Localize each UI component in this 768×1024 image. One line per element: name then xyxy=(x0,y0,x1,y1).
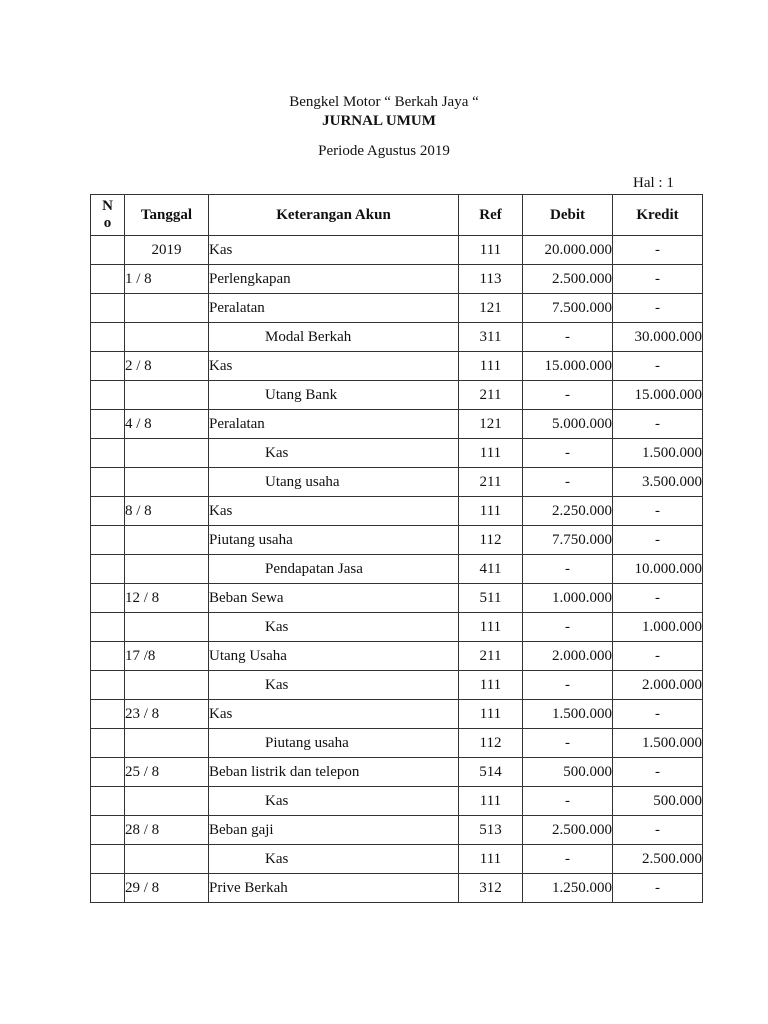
table-row xyxy=(91,671,703,700)
cell-credit: - xyxy=(613,642,703,671)
table-row xyxy=(91,555,703,584)
cell-date xyxy=(125,526,209,555)
cell-no xyxy=(91,787,125,816)
cell-account: Utang usaha xyxy=(209,468,459,497)
cell-debit: - xyxy=(523,555,613,584)
cell-account: Kas xyxy=(209,236,459,265)
cell-date xyxy=(125,671,209,700)
cell-account: Kas xyxy=(209,787,459,816)
cell-ref: 111 xyxy=(459,787,523,816)
cell-debit: - xyxy=(523,845,613,874)
cell-debit: 15.000.000 xyxy=(523,352,613,381)
column-header-ref: Ref xyxy=(459,195,523,236)
cell-no xyxy=(91,700,125,729)
cell-account: Modal Berkah xyxy=(209,323,459,352)
cell-date: 25 / 8 xyxy=(125,758,209,787)
cell-ref: 514 xyxy=(459,758,523,787)
cell-no xyxy=(91,497,125,526)
cell-no xyxy=(91,816,125,845)
cell-date xyxy=(125,845,209,874)
cell-ref: 121 xyxy=(459,294,523,323)
cell-date: 2 / 8 xyxy=(125,352,209,381)
cell-debit: 1.000.000 xyxy=(523,584,613,613)
table-row xyxy=(91,323,703,352)
table-row xyxy=(91,265,703,294)
cell-no xyxy=(91,294,125,323)
cell-credit: - xyxy=(613,526,703,555)
cell-debit: 5.000.000 xyxy=(523,410,613,439)
cell-no xyxy=(91,729,125,758)
cell-no xyxy=(91,526,125,555)
cell-date xyxy=(125,381,209,410)
cell-account: Kas xyxy=(209,845,459,874)
table-row xyxy=(91,613,703,642)
cell-debit: - xyxy=(523,729,613,758)
table-row xyxy=(91,439,703,468)
cell-ref: 111 xyxy=(459,439,523,468)
cell-ref: 112 xyxy=(459,526,523,555)
cell-account: Kas xyxy=(209,439,459,468)
cell-date xyxy=(125,294,209,323)
cell-credit: 1.000.000 xyxy=(613,613,703,642)
cell-credit: - xyxy=(613,265,703,294)
cell-debit: 2.250.000 xyxy=(523,497,613,526)
cell-credit: 2.500.000 xyxy=(613,845,703,874)
table-row xyxy=(91,845,703,874)
cell-date: 23 / 8 xyxy=(125,700,209,729)
cell-debit: 7.500.000 xyxy=(523,294,613,323)
cell-credit: 2.000.000 xyxy=(613,671,703,700)
cell-account: Peralatan xyxy=(209,410,459,439)
cell-debit: - xyxy=(523,323,613,352)
cell-account: Perlengkapan xyxy=(209,265,459,294)
cell-no xyxy=(91,584,125,613)
cell-credit: 1.500.000 xyxy=(613,729,703,758)
table-row xyxy=(91,410,703,439)
column-header-no xyxy=(91,195,125,236)
cell-no xyxy=(91,381,125,410)
document-title-text: JURNAL UMUM xyxy=(322,113,436,129)
cell-credit: - xyxy=(613,758,703,787)
cell-no xyxy=(91,642,125,671)
cell-debit: 20.000.000 xyxy=(523,236,613,265)
cell-credit: - xyxy=(613,497,703,526)
cell-ref: 312 xyxy=(459,874,523,903)
table-row xyxy=(91,874,703,903)
cell-ref: 111 xyxy=(459,700,523,729)
column-header-no-o: o xyxy=(103,215,112,231)
cell-no xyxy=(91,555,125,584)
cell-credit: 10.000.000 xyxy=(613,555,703,584)
cell-credit: - xyxy=(613,584,703,613)
table-row xyxy=(91,381,703,410)
cell-credit: 1.500.000 xyxy=(613,439,703,468)
cell-date xyxy=(125,787,209,816)
cell-credit: - xyxy=(613,352,703,381)
cell-ref: 121 xyxy=(459,410,523,439)
cell-credit: - xyxy=(613,410,703,439)
cell-no xyxy=(91,439,125,468)
cell-ref: 513 xyxy=(459,816,523,845)
cell-account: Beban listrik dan telepon xyxy=(209,758,459,787)
cell-ref: 511 xyxy=(459,584,523,613)
cell-date: 8 / 8 xyxy=(125,497,209,526)
page-number: Hal : 1 xyxy=(633,175,674,191)
cell-debit: - xyxy=(523,468,613,497)
cell-account: Prive Berkah xyxy=(209,874,459,903)
cell-no xyxy=(91,265,125,294)
cell-no xyxy=(91,671,125,700)
company-name: Bengkel Motor “ Berkah Jaya “ xyxy=(289,94,479,110)
document-title xyxy=(0,113,768,130)
table-row xyxy=(91,352,703,381)
cell-ref: 111 xyxy=(459,671,523,700)
cell-ref: 112 xyxy=(459,729,523,758)
cell-debit: 1.500.000 xyxy=(523,700,613,729)
cell-debit: - xyxy=(523,787,613,816)
cell-no xyxy=(91,758,125,787)
cell-account: Peralatan xyxy=(209,294,459,323)
cell-debit: 7.750.000 xyxy=(523,526,613,555)
cell-date: 12 / 8 xyxy=(125,584,209,613)
cell-account: Pendapatan Jasa xyxy=(209,555,459,584)
cell-date xyxy=(125,468,209,497)
cell-ref: 211 xyxy=(459,381,523,410)
cell-ref: 111 xyxy=(459,352,523,381)
cell-no xyxy=(91,845,125,874)
cell-account: Kas xyxy=(209,352,459,381)
cell-date: 29 / 8 xyxy=(125,874,209,903)
cell-date: 1 / 8 xyxy=(125,265,209,294)
cell-date xyxy=(125,555,209,584)
cell-credit: 500.000 xyxy=(613,787,703,816)
table-row xyxy=(91,236,703,265)
cell-no xyxy=(91,613,125,642)
cell-debit: 500.000 xyxy=(523,758,613,787)
cell-credit: - xyxy=(613,236,703,265)
table-row xyxy=(91,642,703,671)
cell-account: Kas xyxy=(209,671,459,700)
journal-body xyxy=(91,236,703,903)
cell-debit: - xyxy=(523,671,613,700)
cell-account: Piutang usaha xyxy=(209,729,459,758)
table-row xyxy=(91,729,703,758)
cell-date: 2019 xyxy=(125,236,209,265)
cell-date xyxy=(125,613,209,642)
cell-no xyxy=(91,410,125,439)
cell-credit: 30.000.000 xyxy=(613,323,703,352)
cell-date xyxy=(125,323,209,352)
cell-debit: 2.000.000 xyxy=(523,642,613,671)
cell-account: Utang Usaha xyxy=(209,642,459,671)
column-header-no-n: N xyxy=(102,198,113,214)
cell-credit: - xyxy=(613,874,703,903)
period-label: Periode Agustus 2019 xyxy=(318,143,450,159)
column-header-date: Tanggal xyxy=(125,195,209,236)
cell-ref: 411 xyxy=(459,555,523,584)
table-row xyxy=(91,758,703,787)
cell-ref: 113 xyxy=(459,265,523,294)
cell-no xyxy=(91,468,125,497)
table-row xyxy=(91,497,703,526)
cell-debit: 2.500.000 xyxy=(523,816,613,845)
cell-credit: 3.500.000 xyxy=(613,468,703,497)
cell-ref: 211 xyxy=(459,468,523,497)
column-header-account: Keterangan Akun xyxy=(209,195,459,236)
cell-no xyxy=(91,874,125,903)
cell-debit: - xyxy=(523,381,613,410)
cell-account: Piutang usaha xyxy=(209,526,459,555)
cell-ref: 111 xyxy=(459,613,523,642)
cell-credit: - xyxy=(613,294,703,323)
cell-no xyxy=(91,352,125,381)
column-header-debit: Debit xyxy=(523,195,613,236)
cell-no xyxy=(91,236,125,265)
cell-ref: 111 xyxy=(459,497,523,526)
cell-credit: - xyxy=(613,700,703,729)
table-row xyxy=(91,816,703,845)
journal-table xyxy=(90,194,703,903)
cell-account: Beban Sewa xyxy=(209,584,459,613)
cell-ref: 111 xyxy=(459,845,523,874)
cell-debit: - xyxy=(523,439,613,468)
table-row xyxy=(91,700,703,729)
column-header-credit: Kredit xyxy=(613,195,703,236)
cell-date: 28 / 8 xyxy=(125,816,209,845)
cell-credit: 15.000.000 xyxy=(613,381,703,410)
cell-account: Beban gaji xyxy=(209,816,459,845)
table-header-row xyxy=(91,195,703,236)
cell-account: Kas xyxy=(209,497,459,526)
cell-account: Kas xyxy=(209,700,459,729)
table-row xyxy=(91,468,703,497)
cell-date: 17 /8 xyxy=(125,642,209,671)
cell-ref: 211 xyxy=(459,642,523,671)
cell-debit: - xyxy=(523,613,613,642)
cell-account: Kas xyxy=(209,613,459,642)
cell-date xyxy=(125,729,209,758)
cell-ref: 311 xyxy=(459,323,523,352)
table-row xyxy=(91,584,703,613)
table-row xyxy=(91,526,703,555)
cell-date xyxy=(125,439,209,468)
table-row xyxy=(91,787,703,816)
cell-credit: - xyxy=(613,816,703,845)
cell-debit: 1.250.000 xyxy=(523,874,613,903)
cell-date: 4 / 8 xyxy=(125,410,209,439)
cell-no xyxy=(91,323,125,352)
table-row xyxy=(91,294,703,323)
cell-ref: 111 xyxy=(459,236,523,265)
cell-debit: 2.500.000 xyxy=(523,265,613,294)
cell-account: Utang Bank xyxy=(209,381,459,410)
